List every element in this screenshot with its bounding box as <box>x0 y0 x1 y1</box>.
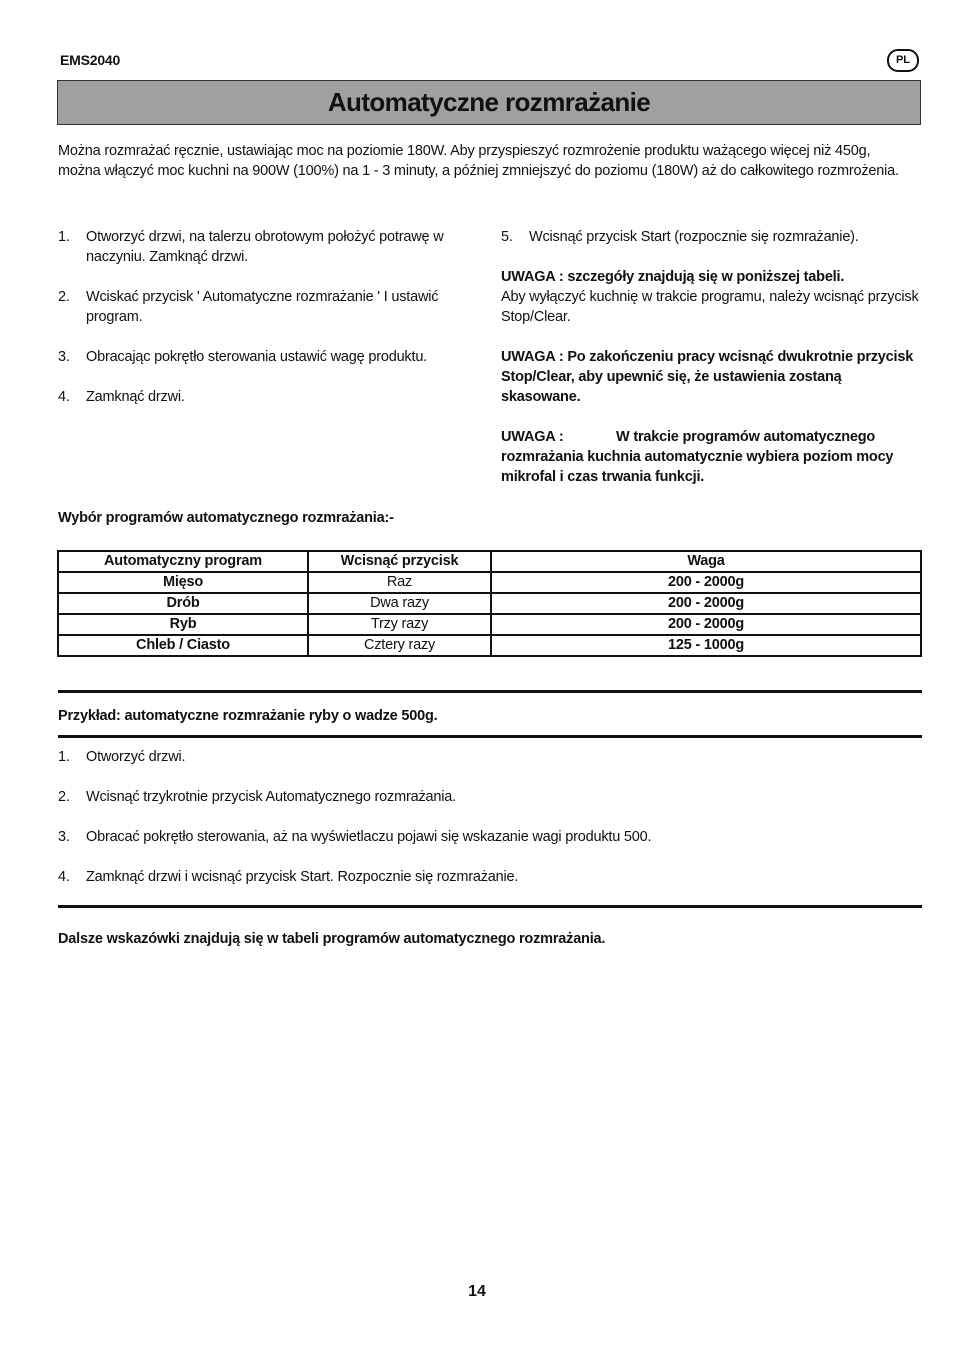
step-number: 2. <box>58 789 70 805</box>
step-number: 1. <box>58 749 70 765</box>
program-cell: Chleb / Ciasto <box>58 635 308 656</box>
example-heading: Przykład: automatyczne rozmrażanie ryby o wadze 500g. <box>58 708 438 724</box>
table-row <box>58 593 921 614</box>
program-cell: Ryb <box>58 614 308 635</box>
weight-cell: 125 - 1000g <box>491 635 921 656</box>
note-heading: UWAGA : szczegóły znajdują się w poniższej tabeli. <box>501 269 845 285</box>
step-text: Zamknąć drzwi. <box>86 389 185 405</box>
button-presses-cell: Trzy razy <box>308 614 491 635</box>
footer-note: Dalsze wskazówki znajdują się w tabeli programów automatycznego rozmrażania. <box>58 931 606 947</box>
note-text: Aby wyłączyć kuchnię w trakcie programu, należy wcisnąć przycisk Stop/Clear. <box>501 289 919 325</box>
step-number: 1. <box>58 229 70 245</box>
table-row <box>58 635 921 656</box>
step-number: 5. <box>501 229 513 245</box>
column-header-button: Wcisnąć przycisk <box>308 551 491 572</box>
step-text: Otworzyć drzwi. <box>86 749 186 765</box>
model-number: EMS2040 <box>60 52 121 68</box>
step-text: Obracając pokrętło sterowania ustawić wagę produktu. <box>86 349 428 365</box>
step-number: 3. <box>58 349 70 365</box>
step-text: Wcisnąć trzykrotnie przycisk Automatycznego rozmrażania. <box>86 789 456 805</box>
step-number: 4. <box>58 389 70 405</box>
steps-right-column <box>501 227 921 507</box>
weight-cell: 200 - 2000g <box>491 593 921 614</box>
column-header-weight: Waga <box>491 551 921 572</box>
list-item <box>58 347 468 367</box>
note-table-reference <box>501 267 921 327</box>
program-table <box>57 550 922 657</box>
list-item <box>58 387 468 407</box>
note-auto-power <box>501 427 921 487</box>
intro-paragraph: Można rozmrażać ręcznie, ustawiając moc na poziomie 180W. Aby przyspieszyć rozmrożenie produktu ważącego więcej niż 450g, można włączyć moc kuchni na 900W (100%) na 1 - 3 minuty, a później zmniejszyć do poziomu (180W) aż do całkowitego rozmrożenia. <box>58 143 899 179</box>
list-item <box>58 867 918 887</box>
column-header-program: Automatyczny program <box>58 551 308 572</box>
step-text: Wciskać przycisk ' Automatyczne rozmrażanie ' I ustawić program. <box>86 289 439 325</box>
step-number: 2. <box>58 289 70 305</box>
step-text: Wcisnąć przycisk Start (rozpocznie się rozmrażanie). <box>529 229 859 245</box>
page-title: Automatyczne rozmrażanie <box>327 87 651 117</box>
step-text: Otworzyć drzwi, na talerzu obrotowym położyć potrawę w naczyniu. Zamknąć drzwi. <box>86 229 444 265</box>
section-title-bar <box>57 80 921 125</box>
note-stop-clear: UWAGA : Po zakończeniu pracy wcisnąć dwukrotnie przycisk Stop/Clear, aby upewnić się, że ustawienia zostaną skasowane. <box>501 349 914 405</box>
step-text: Zamknąć drzwi i wcisnąć przycisk Start. Rozpocznie się rozmrażanie. <box>86 869 519 885</box>
note-text: W trakcie programów automatycznego rozmrażania kuchnia automatycznie wybiera poziom mocy mikrofal i czas trwania funkcji. <box>501 429 894 485</box>
step-text: Obracać pokrętło sterowania, aż na wyświetlaczu pojawi się wskazanie wagi produktu 500. <box>86 829 652 845</box>
list-item <box>58 747 918 767</box>
step-number: 3. <box>58 829 70 845</box>
language-badge: PL <box>887 49 919 72</box>
divider-example <box>58 735 922 738</box>
note-label: UWAGA : <box>501 429 564 445</box>
button-presses-cell: Dwa razy <box>308 593 491 614</box>
weight-cell: 200 - 2000g <box>491 572 921 593</box>
list-item <box>58 287 468 327</box>
example-steps <box>58 747 918 907</box>
list-item <box>501 227 921 247</box>
weight-cell: 200 - 2000g <box>491 614 921 635</box>
table-row <box>58 614 921 635</box>
table-header-row <box>58 551 921 572</box>
list-item <box>58 787 918 807</box>
button-presses-cell: Raz <box>308 572 491 593</box>
steps-left-column <box>58 227 468 427</box>
step-number: 4. <box>58 869 70 885</box>
list-item <box>58 227 468 267</box>
program-cell: Mięso <box>58 572 308 593</box>
program-cell: Drób <box>58 593 308 614</box>
table-row <box>58 572 921 593</box>
page-number: 14 <box>468 1283 486 1300</box>
divider-top <box>58 690 922 693</box>
button-presses-cell: Cztery razy <box>308 635 491 656</box>
program-selection-heading: Wybór programów automatycznego rozmrażania:- <box>58 510 394 526</box>
divider-bottom <box>58 905 922 908</box>
list-item <box>58 827 918 847</box>
